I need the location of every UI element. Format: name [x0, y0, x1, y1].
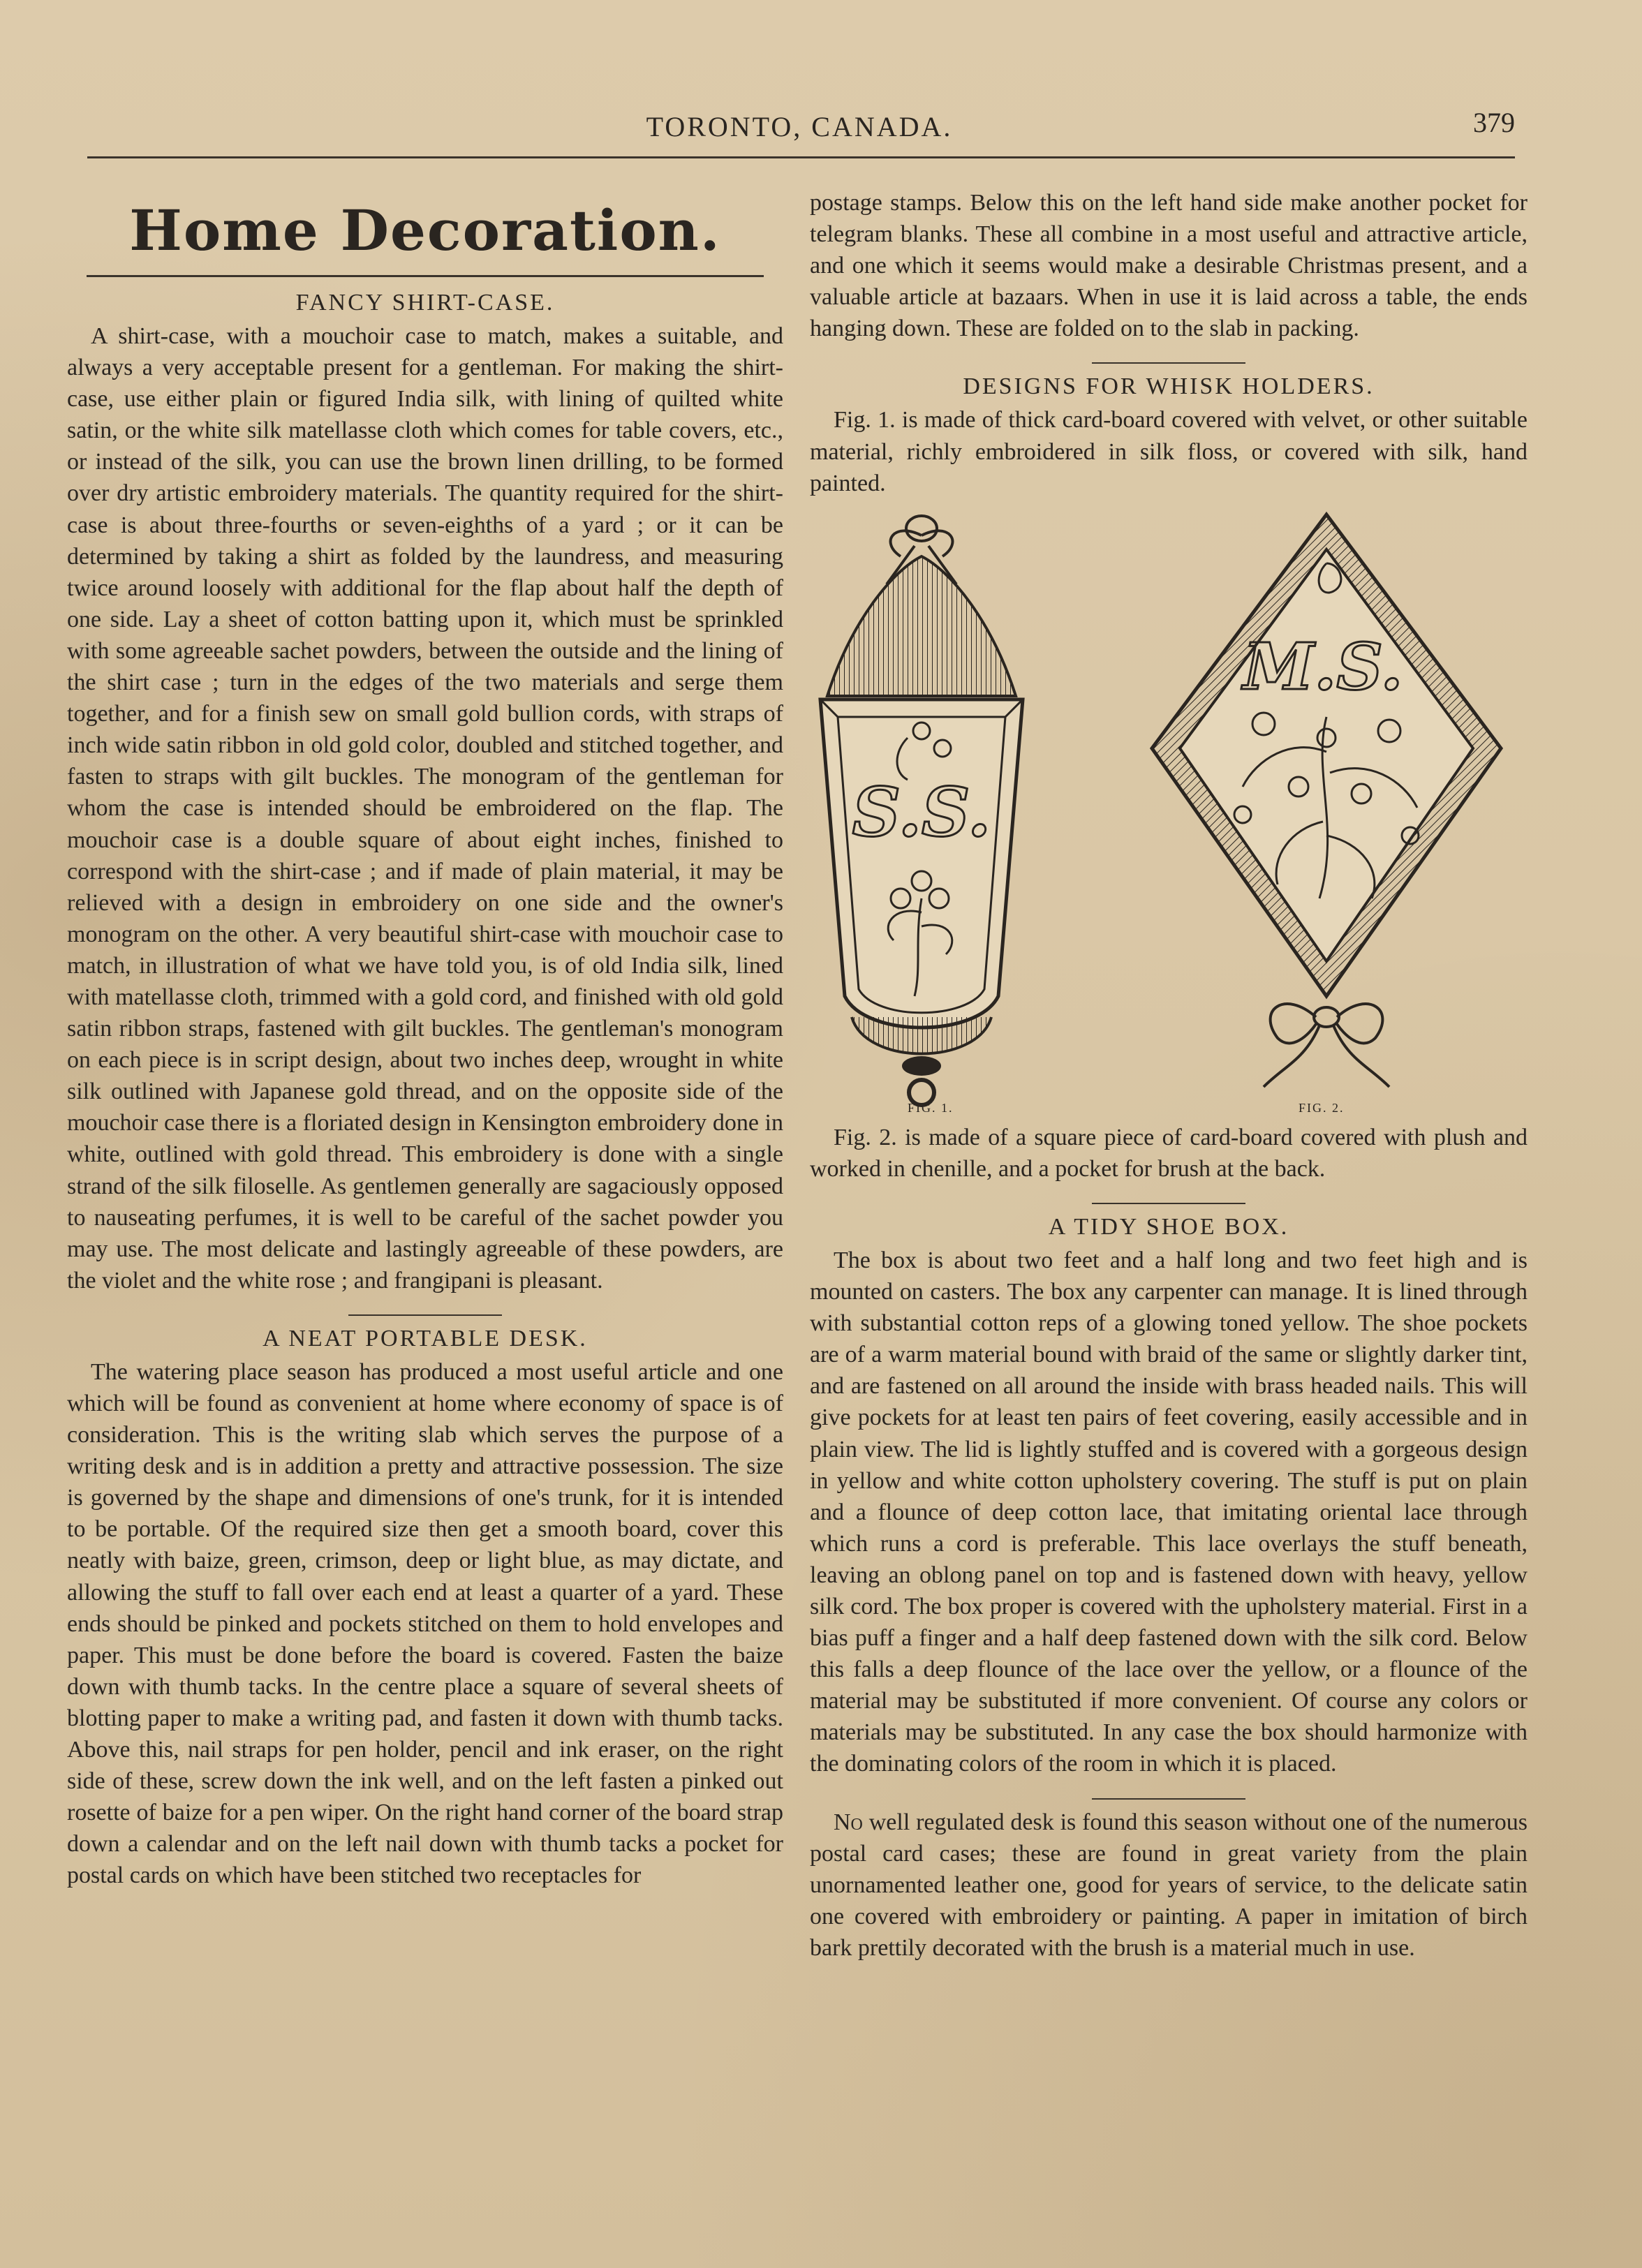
postal-cases-body: well regulated desk is found this season without one of the numerous postal card cases; these are found in great variety from the plain unornamented leather one, good for years of service, to the delicate satin one covered with embroidery or painting. A paper in imitation of birch bark prettily decorated with the brush is a material much in use.: [810, 1809, 1528, 1961]
whisk-holder-illustrations: [810, 507, 1528, 1122]
heading-whisk-holders: DESIGNS FOR WHISK HOLDERS.: [963, 373, 1375, 400]
running-head: [84, 107, 1515, 149]
heading-shoe-box: A TIDY SHOE BOX.: [1048, 1213, 1289, 1240]
fig1-description: Fig. 1. is made of thick card-board covered with velvet, or other suitable material, richly embroidered in silk floss, or covered with silk, hand painted.: [810, 407, 1528, 496]
section-divider: [1092, 1798, 1245, 1800]
article-portable-desk-continued: postage stamps. Below this on the left hand side make another pocket for telegram blanks. These all combine in a most useful and attractive article, and one which it seems would make a desirable Christmas present, and a valuable article at bazaars. When in use it is laid across a table, the ends hanging down. These are folded on to the slab in packing.: [810, 190, 1528, 342]
whisk-holder-drawing: [810, 507, 1528, 1122]
article-shirt-case: A shirt-case, with a mouchoir case to match, makes a suitable, and always a very acceptable present for a gentleman. For making the shirt-case, use either plain or figured India silk, with lining of quilted white satin, or the white silk matellasse cloth which comes for table covers, etc., or instead of the silk, you can use the brown linen drilling, to be formed over dry artistic embroidery materials. The quantity required for the shirt-case is about three-fourths or seven-eighths of a yard ; or it can be determined by taking a shirt as folded by the laundress, and measuring twice around loosely with additional for the flap about half the depth of one side. Lay a sheet of cotton batting upon it, which must be sprinkled with some agreeable sachet powders, between the outside and the lining of the shirt case ; turn in the edges of the two materials and serge them together, and for a finish sew on small gold bullion cords, with straps of inch wide satin ribbon in old gold color, doubled and stitched together, and fasten to straps with gilt buckles. The monogram of the gentleman for whom the case is intended should be embroidered on the flap. The mouchoir case is a double square of about eight inches, finished to correspond with the shirt-case ; and if made of plain material, it may be relieved with a design in embroidery on one side and the owner's monogram on the other. A very beautiful shirt-case with mouchoir case to match, in illustration of what we have told you, is of old India silk, lined with matellasse cloth, trimmed with a gold cord, and finished with old gold satin ribbon straps, fastened with gilt buckles. The gentleman's monogram on each piece is in script design, about two inches deep, wrought in white silk outlined with Japanese gold thread, and on the opposite side of the mouchoir case there is a floriated design in Kensington embroidery done in white, outlined with gold thread. This embroidery is done with a single strand of the silk filoselle. As gentlemen generally are sagaciously opposed to nauseating perfumes, it is well to be careful of the sachet powder you may use. The most delicate and lastingly agreeable of these powders, are the violet and the white rose ; and frangipani is pleasant.: [67, 323, 783, 1294]
article-shoe-box: The box is about two feet and a half long and two feet high and is mounted on casters. The box any carpenter can manage. It is lined through with substantial cotton reps of a glowing toned yellow. The shoe pockets are of a warm material bound with braid of the same or slightly darker tint, and are fastened on all around the inside with brass headed nails. This will give pockets for at least ten pairs of feet covering, easily accessible and in plain view. The lid is lightly stuffed and is covered with a gorgeous design in yellow and white cotton upholstery covering. The stuff is put on plain and a flounce of deep cotton lace, that imitating oriental lace through which runs a cord is preferable. This lace overlays the stuff beneath, leaving an oblong panel on top and is fastened down with heavy, yellow silk cord. The box proper is covered with the upholstery material. First in a bias puff a finger and a half deep fastened down with the silk cord. Below this falls a deep flounce of the lace over the yellow, or a flounce of the material may be substituted if more convenient. Of course any colors or materials may be substituted. In any case the box should harmonize with the dominating colors of the room in which it is placed.: [810, 1247, 1528, 1777]
left-column: [67, 180, 783, 1892]
running-head-place: TORONTO, CANADA.: [646, 111, 953, 142]
right-column: [810, 187, 1528, 1964]
fig2-description: Fig. 2. is made of a square piece of card-board covered with plush and worked in chenille, and a pocket for brush at the back.: [810, 1124, 1528, 1182]
header-rule: [87, 156, 1515, 158]
postal-cases-lead: No: [834, 1809, 863, 1835]
section-divider: [1092, 1203, 1245, 1204]
title-rule: [87, 275, 764, 277]
fig1-label: FIG. 1.: [908, 1100, 954, 1115]
article-portable-desk: The watering place season has produced a most useful article and one which will be found as convenient at home where economy of space is of consideration. This is the writing slab which serves the purpose of a writing desk and is in addition a pretty and attractive possession. The size is governed by the shape and dimensions of one's trunk, for it is intended to be portable. Of the required size then get a smooth board, cover this neatly with baize, green, crimson, deep or light blue, as may dictate, and allowing the stuff to fall over each end at least a quarter of a yard. These ends should be pinked and pockets stitched on them to hold envelopes and paper. This must be done before the board is covered. Fasten the baize down with thumb tacks. In the centre place a square of several sheets of blotting paper to make a writing pad, and fasten it down with thumb tacks. Above this, nail straps for pen holder, pencil and ink eraser, on the right side of these, screw down the ink well, and on the left fasten a pinked out rosette of baize for a pen wiper. On the right hand corner of the board strap down a calendar and on the left nail down with thumb tacks a pocket for postal cards on which have been stitched two receptacles for: [67, 1358, 783, 1889]
fig1-monogram: S.S.: [852, 772, 991, 852]
heading-portable-desk: A NEAT PORTABLE DESK.: [262, 1325, 588, 1351]
fig1-whisk-holder: [820, 516, 1023, 1105]
fig2-monogram: M.S.: [1243, 628, 1403, 704]
fig2-label: FIG. 2.: [1299, 1100, 1345, 1115]
fig2-whisk-holder: [1152, 514, 1501, 1087]
page-title: Home Decoration.: [129, 198, 721, 263]
article-postal-cases: [810, 1807, 1528, 1964]
page-number: 379: [1473, 107, 1515, 138]
section-divider: [348, 1314, 502, 1316]
heading-shirt-case: FANCY SHIRT-CASE.: [295, 290, 555, 316]
section-divider: [1092, 362, 1245, 364]
